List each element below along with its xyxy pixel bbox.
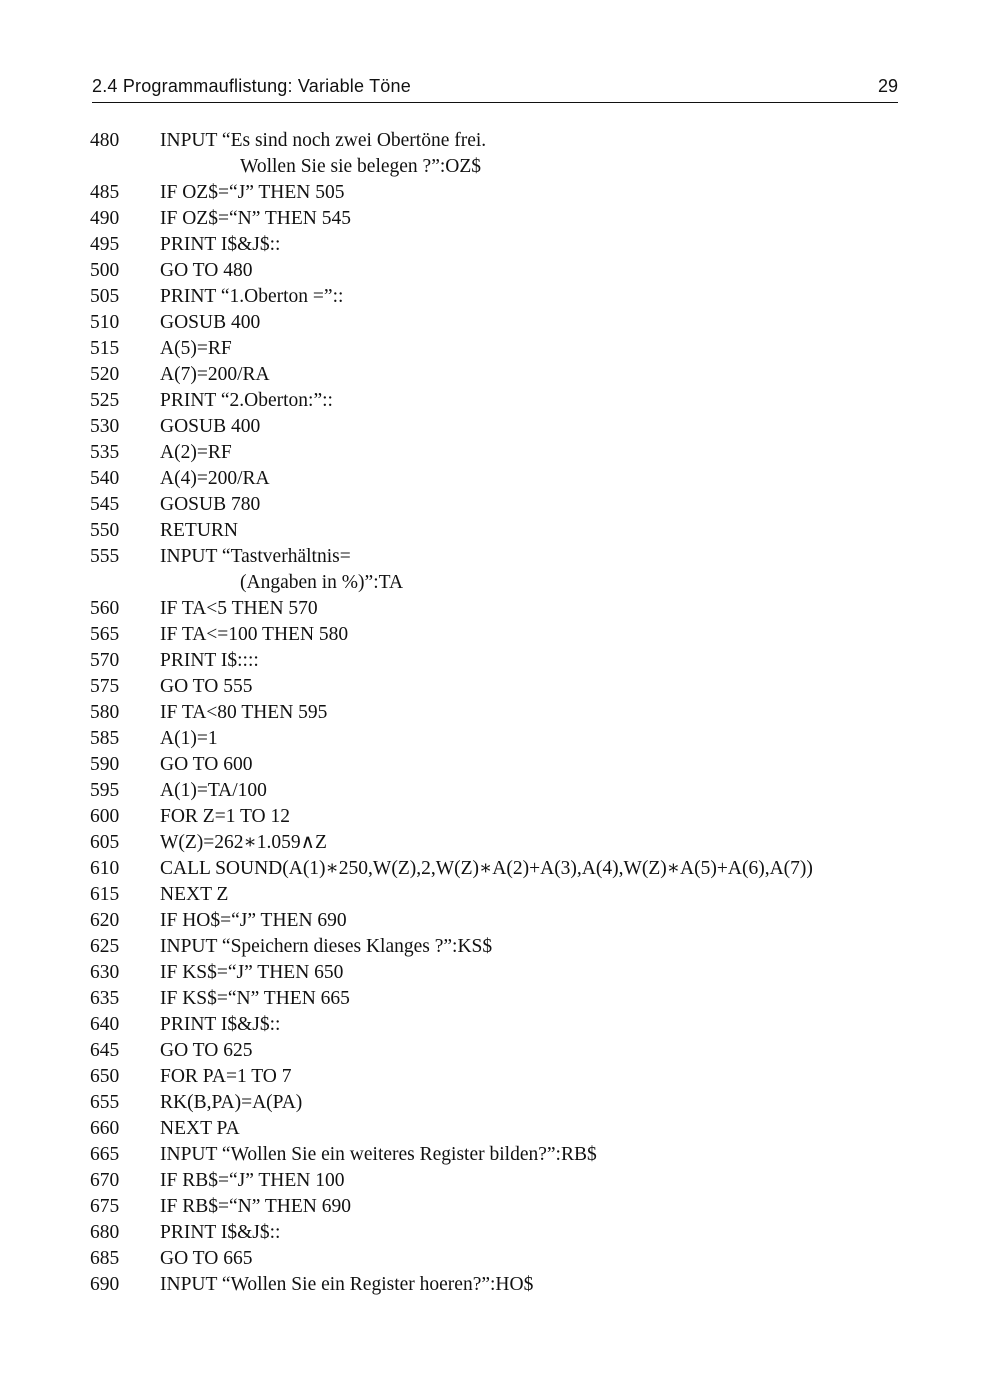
code-statement: IF KS$=“N” THEN 665 [160,988,350,1009]
code-statement: CALL SOUND(A(1)∗250,W(Z),2,W(Z)∗A(2)+A(3),A(4),W(Z)∗A(5)+A(6),A(7)) [160,858,813,879]
code-line [90,1116,910,1142]
code-statement: INPUT “Es sind noch zwei Obertöne frei. [160,130,487,151]
code-statement: NEXT Z [160,884,229,905]
line-number: 520 [90,364,120,385]
code-line [90,414,910,440]
line-number: 640 [90,1014,120,1035]
code-statement: IF RB$=“N” THEN 690 [160,1196,352,1217]
code-statement: IF KS$=“J” THEN 650 [160,962,344,983]
line-number: 495 [90,234,120,255]
code-statement: A(2)=RF [160,442,232,463]
line-number: 525 [90,390,120,411]
chapter-title: 2.4 Programmauflistung: Variable Töne [92,76,411,96]
code-statement: GO TO 625 [160,1040,253,1061]
code-continuation: Wollen Sie sie belegen ?”:OZ$ [240,156,482,177]
line-number: 650 [90,1066,120,1087]
code-statement: IF TA<=100 THEN 580 [160,624,349,645]
line-number: 575 [90,676,120,697]
code-line [90,232,910,258]
code-statement: GO TO 480 [160,260,253,281]
code-statement: PRINT I$&J$:: [160,1222,281,1243]
line-number: 550 [90,520,120,541]
code-line [90,310,910,336]
line-number: 535 [90,442,120,463]
code-line [90,934,910,960]
code-line [90,362,910,388]
line-number: 630 [90,962,120,983]
line-number: 530 [90,416,120,437]
line-number: 605 [90,832,120,853]
line-number: 595 [90,780,120,801]
line-number: 510 [90,312,120,333]
line-number: 560 [90,598,120,619]
code-statement: IF TA<5 THEN 570 [160,598,318,619]
code-statement: NEXT PA [160,1118,240,1139]
code-line [90,1194,910,1220]
code-line [90,830,910,856]
line-number: 545 [90,494,120,515]
line-number: 585 [90,728,120,749]
line-number: 610 [90,858,120,879]
code-statement: RK(B,PA)=A(PA) [160,1092,303,1113]
code-statement: PRINT “2.Oberton:”:: [160,390,333,411]
code-statement: FOR Z=1 TO 12 [160,806,291,827]
code-line [90,128,910,180]
code-line [90,206,910,232]
line-number: 555 [90,546,120,567]
code-line [90,700,910,726]
code-line [90,544,910,596]
code-statement: GO TO 555 [160,676,253,697]
code-statement: RETURN [160,520,238,541]
code-line [90,258,910,284]
code-line [90,596,910,622]
code-line [90,856,910,882]
code-statement: INPUT “Tastverhältnis= [160,546,351,567]
code-line [90,1064,910,1090]
line-number: 660 [90,1118,120,1139]
code-statement: INPUT “Wollen Sie ein Register hoeren?”:HO$ [160,1274,534,1295]
code-statement: PRINT I$:::: [160,650,259,671]
line-number: 540 [90,468,120,489]
code-line [90,388,910,414]
code-statement: IF HO$=“J” THEN 690 [160,910,347,931]
code-line [90,518,910,544]
code-line [90,492,910,518]
code-line [90,1012,910,1038]
code-line [90,752,910,778]
code-statement: PRINT “1.Oberton =”:: [160,286,344,307]
code-line [90,882,910,908]
line-number: 515 [90,338,120,359]
code-line [90,440,910,466]
line-number: 480 [90,130,120,151]
code-statement: FOR PA=1 TO 7 [160,1066,292,1087]
code-line [90,726,910,752]
code-statement: GOSUB 400 [160,312,261,333]
code-line [90,674,910,700]
line-number: 670 [90,1170,120,1191]
code-line [90,648,910,674]
line-number: 620 [90,910,120,931]
line-number: 645 [90,1040,120,1061]
line-number: 505 [90,286,120,307]
code-statement: W(Z)=262∗1.059∧Z [160,832,327,853]
code-line [90,180,910,206]
code-statement: GOSUB 780 [160,494,261,515]
code-line [90,778,910,804]
line-number: 625 [90,936,120,957]
code-line [90,986,910,1012]
line-number: 590 [90,754,120,775]
code-line [90,1168,910,1194]
code-statement: A(1)=TA/100 [160,780,267,801]
code-line [90,336,910,362]
code-line [90,1038,910,1064]
code-line [90,284,910,310]
line-number: 500 [90,260,120,281]
line-number: 615 [90,884,120,905]
code-line [90,622,910,648]
code-statement: A(7)=200/RA [160,364,270,385]
line-number: 565 [90,624,120,645]
line-number: 665 [90,1144,120,1165]
page-number: 29 [877,76,898,96]
line-number: 490 [90,208,120,229]
code-line [90,1090,910,1116]
program-listing [90,128,910,1298]
line-number: 680 [90,1222,120,1243]
code-statement: GO TO 600 [160,754,253,775]
code-line [90,908,910,934]
code-statement: IF RB$=“J” THEN 100 [160,1170,345,1191]
code-line [90,1142,910,1168]
code-statement: INPUT “Speichern dieses Klanges ?”:KS$ [160,936,493,957]
code-line [90,960,910,986]
line-number: 600 [90,806,120,827]
code-line [90,804,910,830]
line-number: 485 [90,182,120,203]
line-number: 685 [90,1248,120,1269]
code-statement: INPUT “Wollen Sie ein weiteres Register bilden?”:RB$ [160,1144,597,1165]
line-number: 580 [90,702,120,723]
code-statement: GOSUB 400 [160,416,261,437]
code-statement: A(1)=1 [160,728,218,749]
code-line [90,1246,910,1272]
running-header [92,74,898,103]
code-statement: A(5)=RF [160,338,232,359]
code-statement: GO TO 665 [160,1248,253,1269]
code-statement: PRINT I$&J$:: [160,1014,281,1035]
code-line [90,1220,910,1246]
code-line [90,1272,910,1298]
line-number: 675 [90,1196,120,1217]
line-number: 635 [90,988,120,1009]
code-statement: IF OZ$=“N” THEN 545 [160,208,351,229]
code-statement: IF TA<80 THEN 595 [160,702,328,723]
code-statement: A(4)=200/RA [160,468,270,489]
line-number: 655 [90,1092,120,1113]
code-continuation: (Angaben in %)”:TA [240,572,404,593]
code-statement: PRINT I$&J$:: [160,234,281,255]
line-number: 690 [90,1274,120,1295]
line-number: 570 [90,650,120,671]
code-line [90,466,910,492]
code-statement: IF OZ$=“J” THEN 505 [160,182,345,203]
